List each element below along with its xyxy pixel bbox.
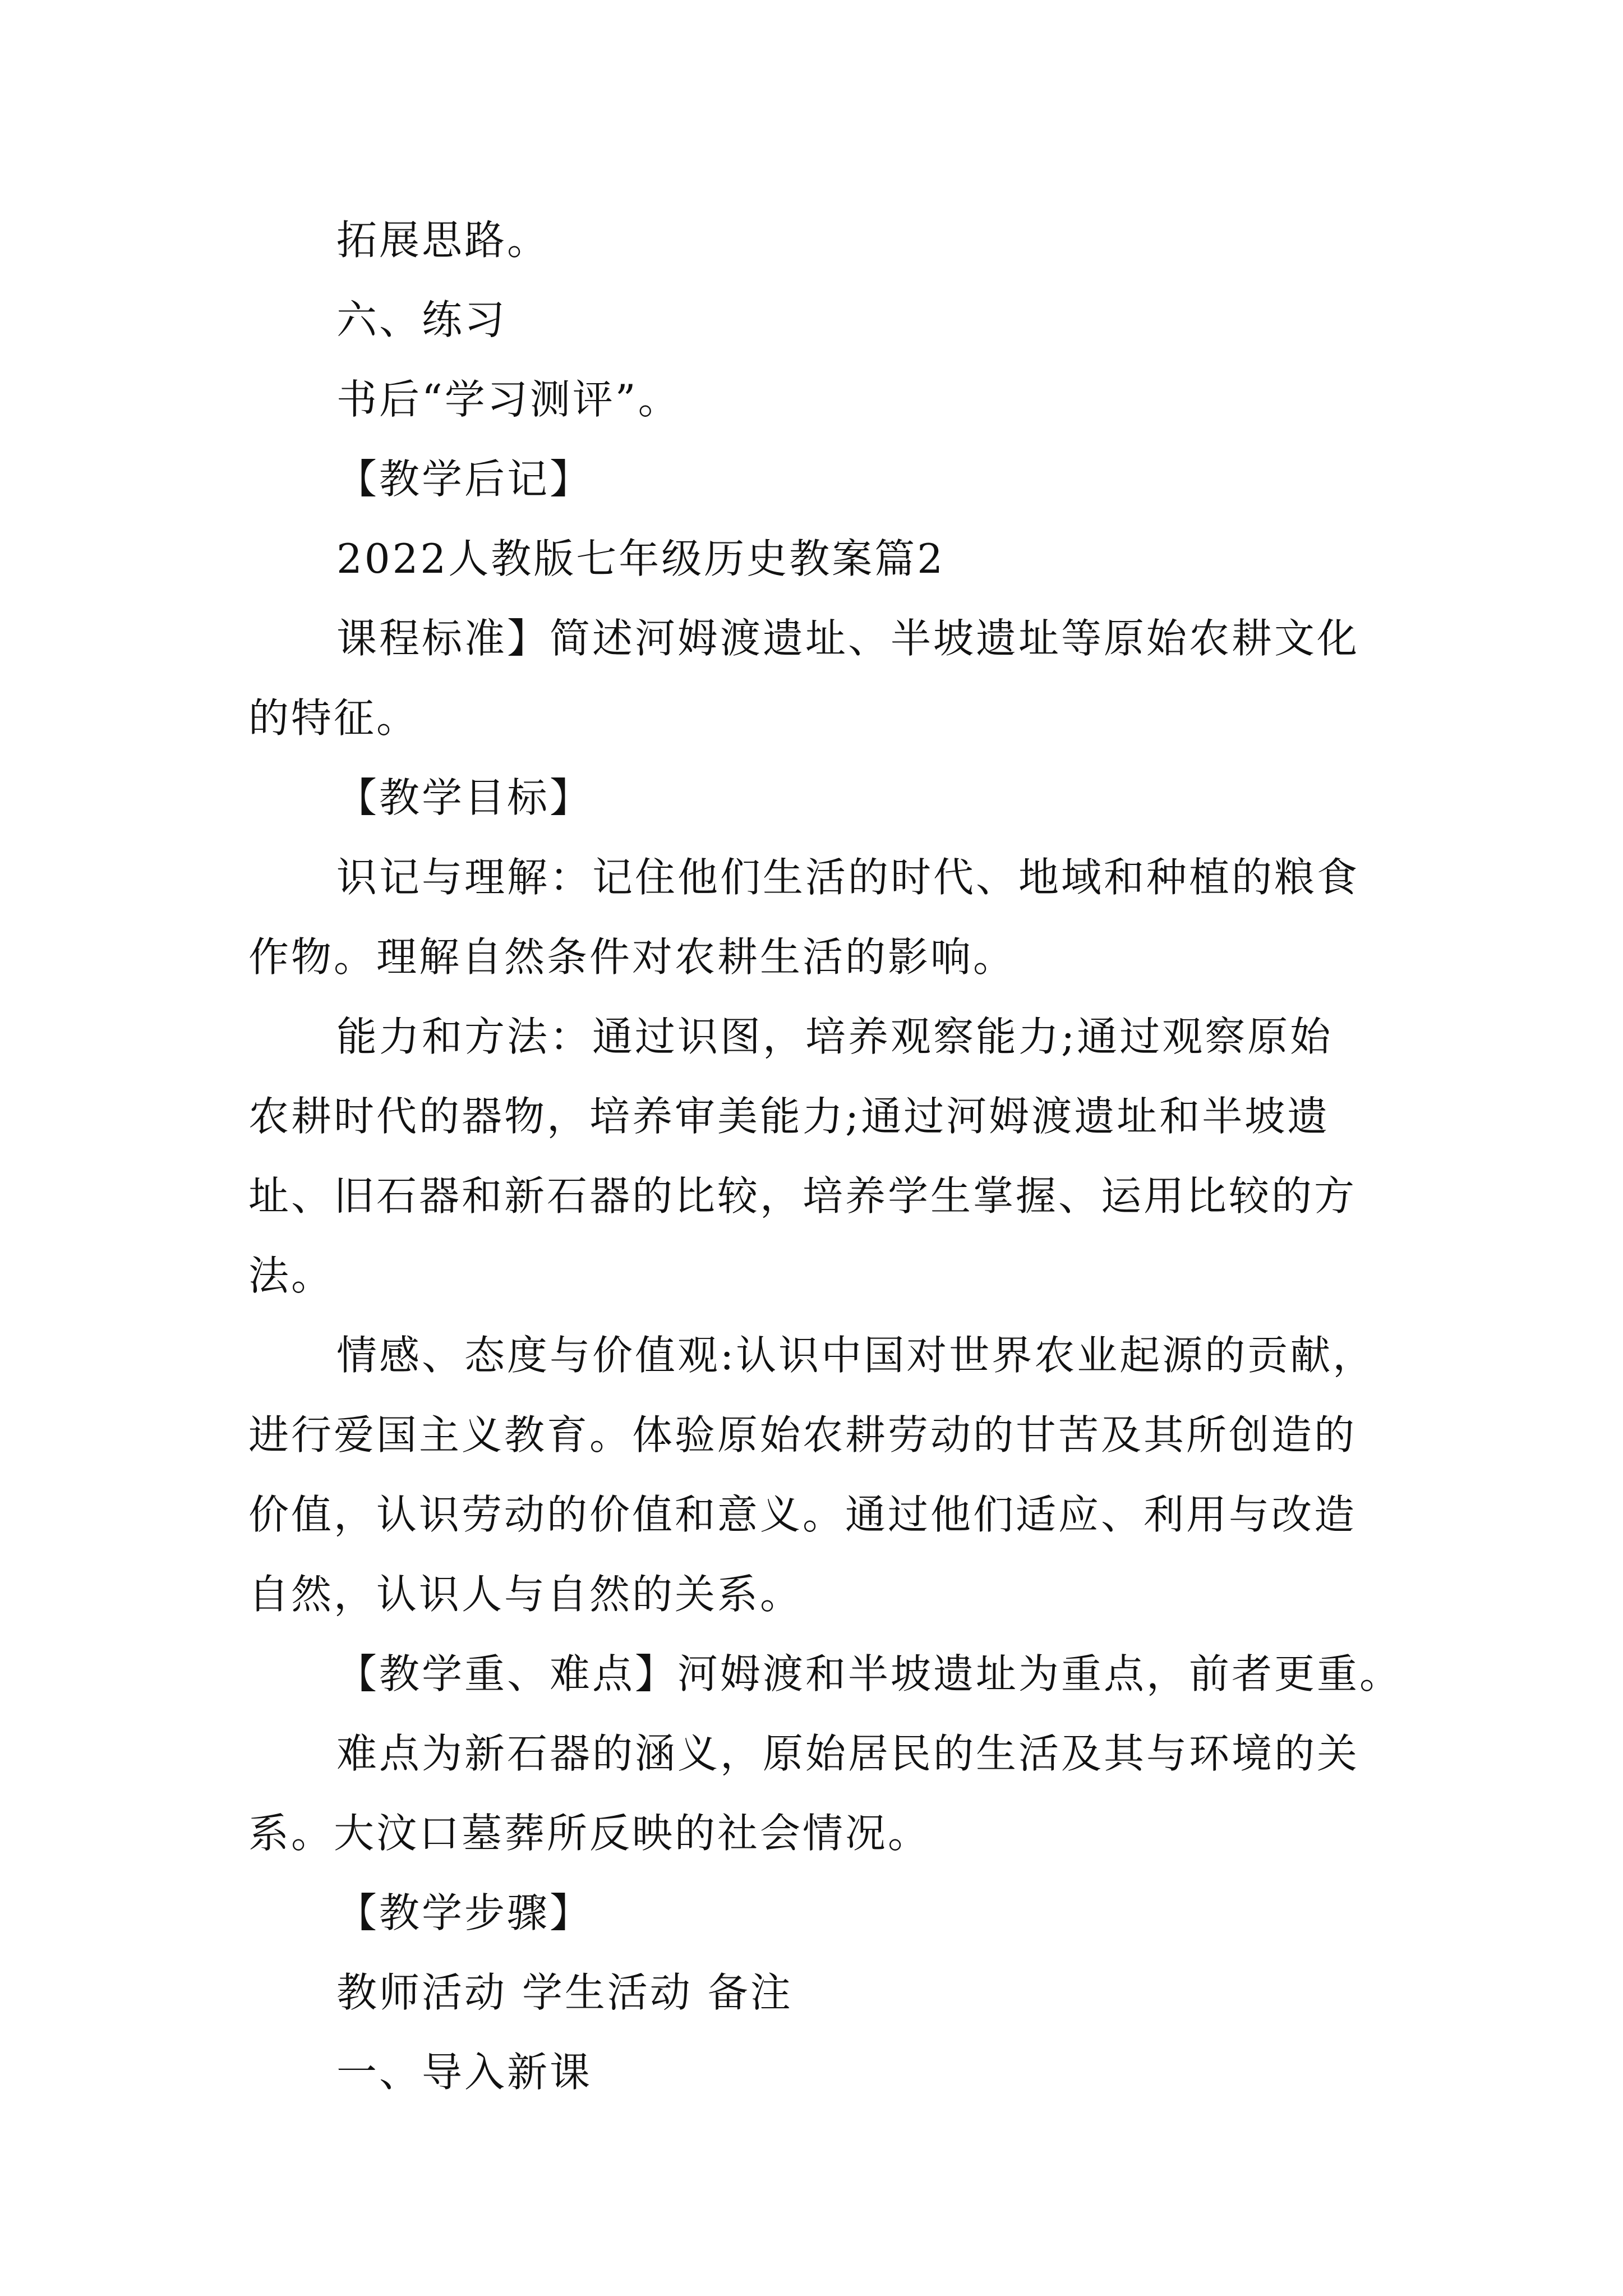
text-line: 农耕时代的器物，培养审美能力;通过河姆渡遗址和半坡遗 [248,1093,1330,1140]
text-line: 情感、态度与价值观:认识中国对世界农业起源的贡献， [336,1332,1376,1379]
text-line: 的特征。 [248,694,419,742]
section-heading-intro: 一、导入新课 [336,2049,593,2096]
text-line: 自然，认识人与自然的关系。 [248,1571,803,1618]
text-line: 价值，认识劳动的价值和意义。通过他们适应、利用与改造 [248,1491,1357,1538]
text-line: 系。大汶口墓葬所反映的社会情况。 [248,1810,931,1857]
section-heading-key-points: 【教学重、难点】河姆渡和半坡遗址为重点，前者更重。 [336,1650,1403,1697]
lesson-title: 2022人教版七年级历史教案篇2 [336,535,946,582]
text-line: 难点为新石器的涵义，原始居民的生活及其与环境的关 [336,1730,1360,1777]
text-line: 进行爱国主义教育。体验原始农耕劳动的甘苦及其所创造的 [248,1411,1357,1458]
text-line: 能力和方法：通过识图，培养观察能力;通过观察原始 [336,1013,1333,1060]
section-heading-afterword: 【教学后记】 [336,455,593,503]
section-heading-objectives: 【教学目标】 [336,774,593,821]
text-line: 书后“学习测评”。 [336,376,681,423]
text-line: 拓展思路。 [336,217,550,264]
text-line: 址、旧石器和新石器的比较，培养学生掌握、运用比较的方 [248,1172,1357,1220]
section-heading-exercise: 六、练习 [336,296,508,343]
text-line: 课程标准】简述河姆渡遗址、半坡遗址等原始农耕文化 [336,615,1360,662]
text-line: 作物。理解自然条件对农耕生活的影响。 [248,933,1016,981]
section-heading-steps: 【教学步骤】 [336,1889,593,1936]
text-line: 识记与理解：记住他们生活的时代、地域和种植的粮食 [336,854,1360,901]
text-line: 教师活动 学生活动 备注 [336,1969,793,2016]
text-line: 法。 [248,1252,334,1299]
